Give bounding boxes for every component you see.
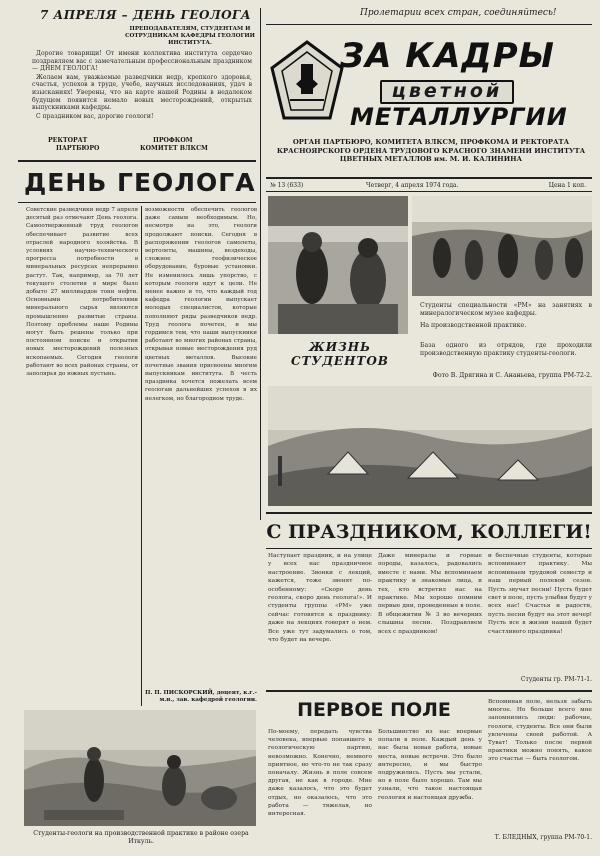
- congrats-col1: Наступает праздник, и на улице у всех нас праздничное настроение. Звонки с лекций, кажется, тоже звенят по-особенному: «Скоро день геолога, скоро день геолога!». И студенты группы «РМ» уже сейчас готовятся к празднику: даже на лекциях говорят о нем. Все уже тут задумались о том, что будет на вечере.: [268, 553, 372, 644]
- pervoe-pole-col1: По-моему, передать чувства человека, впервые попавшего в геологическую партию, невозможно. Конечно, немного приятное, но что-то не так сразу поначалу. Жизнь в поле совсем другая, не как в городе. Мне даже казалось, что это будет отдых, но оказалось, что это работа — тяжелая, но интересная.: [268, 729, 372, 818]
- divider-congrats-end: [266, 690, 592, 692]
- signature-rektorat: РЕКТОРАТ: [48, 137, 88, 144]
- divider-congrats-bottom: [266, 548, 592, 549]
- masthead-title-line2: [380, 80, 514, 104]
- congrats-author: Студенты гр. РМ-71-1.: [520, 676, 592, 683]
- photo-geologists-field: [24, 710, 256, 826]
- greeting-paragraph-2: Желаем вам, уважаемые разведчики недр, крепкого здоровья, счастья, успехов в труде, учебе, научных исследованиях, удач в изысканиях! Уверены, что на карте нашей Родины в недалеком будущем появится немало новых месторождений, открытых выпускниками кафедры.: [32, 73, 252, 112]
- photo-left-caption: Студенты-геологи на производственной практике в районе озера Иткуль.: [33, 830, 249, 845]
- slogan: Пролетарии всех стран, соединяйтесь!: [360, 8, 557, 18]
- issue-line: [270, 181, 590, 190]
- divider-congrats-top: [266, 512, 592, 514]
- issue-price: Цена 1 коп.: [548, 182, 586, 189]
- signature-komsomol: КОМИТЕТ ВЛКСМ: [140, 145, 208, 152]
- den-geologa-col2: возможности обеспечить геологов даже самым необходимым. Но, несмотря на это, геологи продолжают поиски. Сегодня в распоряжении геологов самолеты, вертолеты, машины, вездеходы, сложное геофизическое оборудование, буровые установки. Не изменилось лишь упорство, с которым геологи идут к цели. Не менее важно и то, что каждый год кафедра геологии выпускает молодых специалистов, которые пополняют ряды разведчиков недр. Труд геолога почетен, и мы гордимся тем, что наши выпускники работают во многих районах страны, открывая новые месторождения руд цветных металлов. Высокие почетные звания присвоены многим выпускникам института. В честь праздника хочется пожелать всем геологам дальнейших успехов в их нелегком, но благородном труде.: [145, 207, 257, 402]
- congrats-headline: С ПРАЗДНИКОМ, КОЛЛЕГИ!: [266, 521, 592, 543]
- photo-camp-base: [268, 386, 592, 506]
- masthead-title-line3: МЕТАЛЛУРГИИ: [350, 103, 568, 131]
- den-geologa-headline: ДЕНЬ ГЕОЛОГА: [24, 168, 256, 197]
- greeting-paragraph-1: Дорогие товарищи! От имени коллектива института сердечно поздравляем вас с замечательным профессиональным праздником — ДНЕМ ГЕОЛОГА!: [32, 50, 252, 73]
- order-emblem-icon: [268, 40, 346, 122]
- divider-issue-bottom: [266, 191, 592, 192]
- pervoe-pole-author: Т. БЛЕДНЫХ, группа РМ-70-1.: [494, 834, 592, 841]
- congrats-col3: и беспечные студенты, которые вспоминают практику. Мы вспоминаем трудовой семестр и наш первый полевой сезон. Пусть звучат песни! Пусть будет свет в поле, пусть улыбки будут у всех нас! Счастья и радости, пусть песни будут на этот вечер! Пусть все в жизни нашей будет счастливого праздника!: [488, 553, 592, 635]
- holiday-title: 7 АПРЕЛЯ – ДЕНЬ ГЕОЛОГА: [40, 8, 252, 22]
- studentlife-text2: На производственной практике.: [420, 322, 527, 329]
- photo-students-museum: [268, 196, 408, 334]
- issue-date: Четверг, 4 апреля 1974 года.: [366, 182, 459, 189]
- congrats-col2: Даже минералы и горные породы, казалось, радовались вместе с нами. Мы вспоминаем практику и знакомые лица, и тех, кто встретил нас на практике. Мы хорошо помним первые дни, проведенные в поле. В общежитии № 3 во вечерних слышны песни. Поздравляем всех с праздником!: [378, 553, 482, 635]
- pervoe-pole-headline: ПЕРВОЕ ПОЛЕ: [297, 699, 451, 721]
- issue-number: № 13 (633): [270, 182, 304, 189]
- den-geologa-col1: Советские разведчики недр 7 апреля десятый раз отмечают День геолога. Самоотверженный труд геологов обеспечивает развитие всех отраслей народного хозяйства. В условиях научно-технического прогресса потребности в минеральных ресурсах непрерывно растут. Так, например, за 70 лет текущего столетия в мире было добыто 27 миллиардов тонн нефти. Основными потребителями минерального сырья являются промышленно развитые страны. Поэтому проблемы наше Родины могут быть решены только при постоянном поиске и открытии новых месторождений полезных ископаемых. Сегодня геологи работают во всех районах страны, от заполярья до южных пустынь.: [26, 207, 138, 378]
- den-geologa-author: П. П. ПИСКОРСКИЙ, доцент, к.г.-м.н., зав. кафедрой геологии.: [145, 690, 257, 703]
- divider-masthead-top: [266, 24, 592, 25]
- pervoe-pole-col2: Большинство из нас впервые попали в поле. Каждый день у нас была новая работа, новые места, новые встречи. Это было интересно, и мы быстро подружились. Пусть мы устали, но в поле было хорошо. Там мы узнали, что такое настоящая геология и настоящая дружба.: [378, 729, 482, 801]
- signature-partbyuro: ПАРТБЮРО: [56, 145, 100, 152]
- divider-left-top: [18, 160, 256, 162]
- photo-practice: [412, 196, 592, 296]
- divider-den-geologa-cols: [141, 206, 142, 706]
- studentlife-text1: Студенты специальности «РМ» на занятиях в минералогическом музее кафедры.: [420, 302, 592, 317]
- greeting-paragraph-3: С праздником вас, дорогие геологи!: [36, 112, 154, 120]
- studentlife-header: ЖИЗНЬ СТУДЕНТОВ: [291, 340, 389, 368]
- studentlife-text3: База одного из отрядов, где проходили производственную практику студенты-геологи.: [420, 342, 592, 357]
- studentlife-credit: Фото В. Дрягина и С. Ананьева, группа РМ-72-2.: [432, 372, 592, 379]
- divider-issue-top: [266, 177, 592, 179]
- dedication: ПРЕПОДАВАТЕЛЯМ, СТУДЕНТАМ И СОТРУДНИКАМ КАФЕДРЫ ГЕОЛОГИИ ИНСТИТУТА.: [125, 26, 255, 46]
- masthead-title-line2-text: цветной: [391, 80, 503, 102]
- pervoe-pole-col3: Вспоминая поле, нельзя забыть многое. Но больше всего мне запомнились люди: рабочие, геологи, студенты. Все они были увлечены своей работой. А Туват! Только после первой практики можно понять, какое это счастье — быть геологом.: [488, 699, 592, 763]
- masthead-title-line1: ЗА КАДРЫ: [340, 36, 555, 76]
- masthead-subtitle: ОРГАН ПАРТБЮРО, КОМИТЕТА ВЛКСМ, ПРОФКОМА И РЕКТОРАТА КРАСНОЯРСКОГО ОРДЕНА ТРУДОВОГО КРАСНОГО ЗНАМЕНИ ИНСТИТУТА ЦВЕТНЫХ МЕТАЛЛОВ им. М. И. КАЛИНИНА: [276, 138, 586, 164]
- divider-den-geologa: [18, 202, 256, 203]
- divider-vertical-main: [260, 8, 261, 520]
- signature-profkom: ПРОФКОМ: [153, 137, 193, 144]
